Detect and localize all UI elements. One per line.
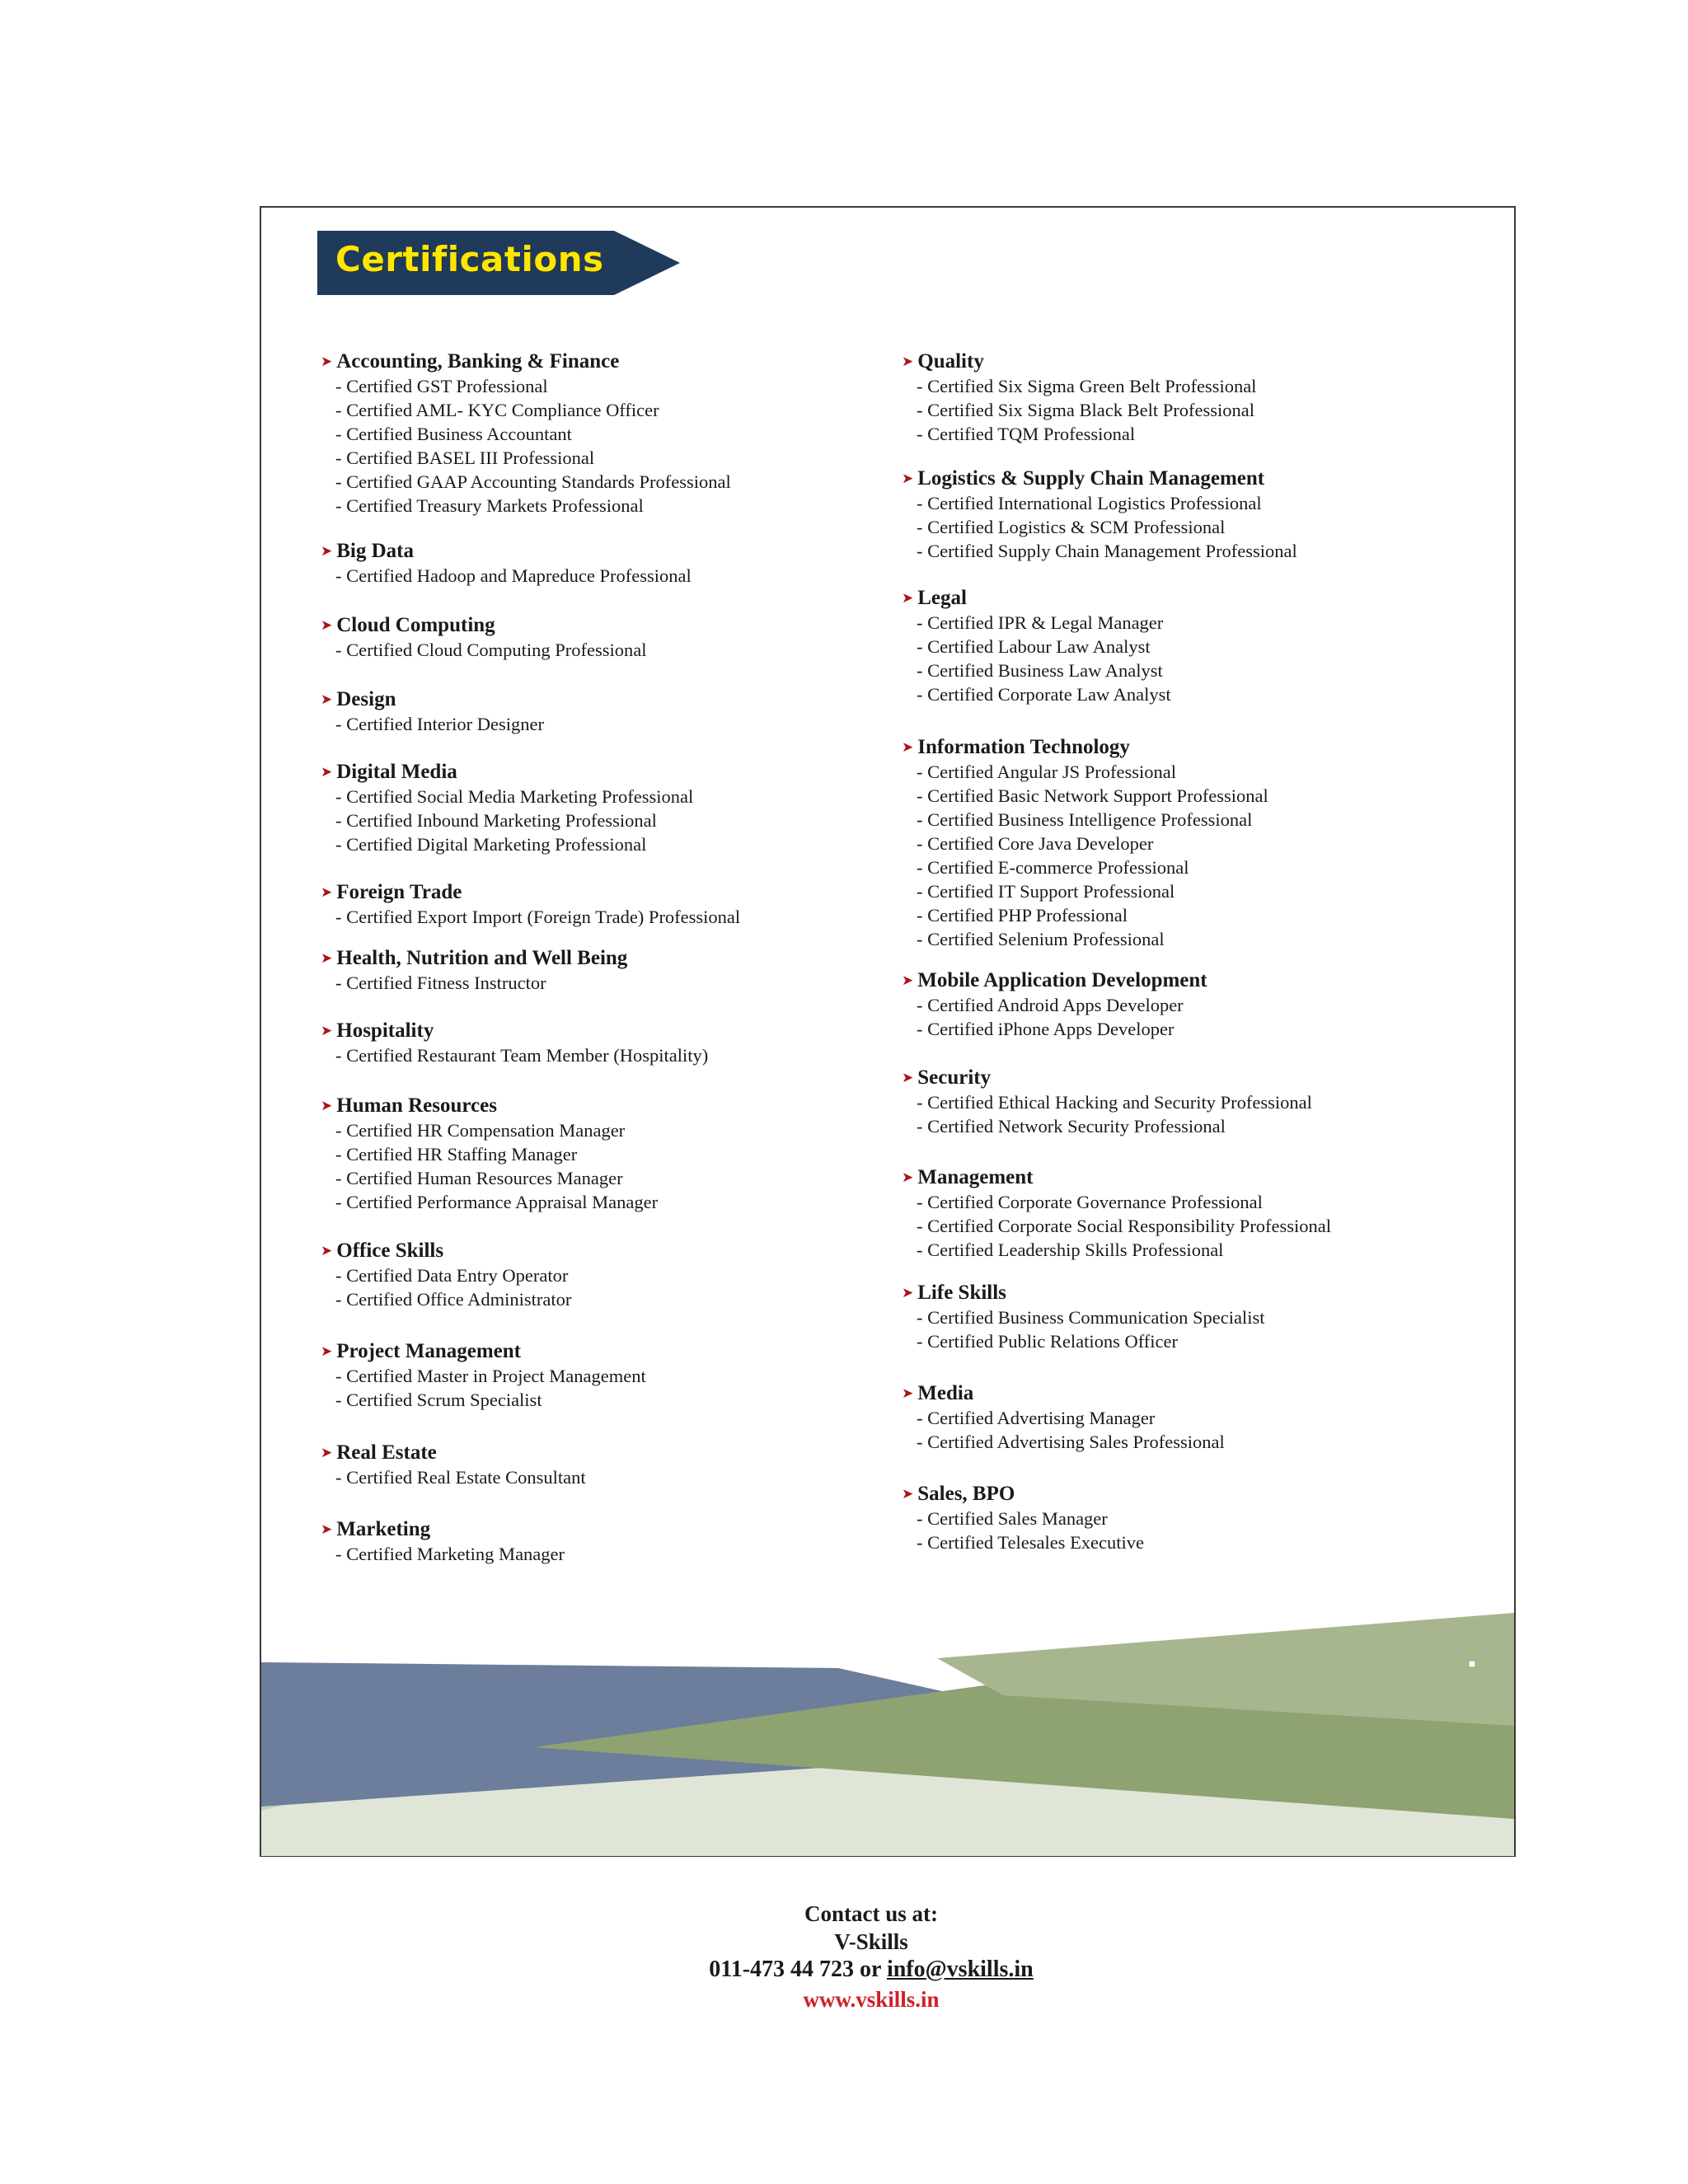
category-heading-text: Legal [917,587,967,609]
certification-item: - Certified Corporate Governance Professional [917,1192,1263,1212]
category-heading-text: Media [917,1382,974,1404]
certification-item: - Certified IT Support Professional [917,881,1175,902]
arrow-bullet-icon: ➤ [902,354,914,370]
category-heading-text: Project Management [336,1340,522,1362]
certification-item: - Certified Business Intelligence Professional [917,809,1253,830]
category-heading-text: Real Estate [336,1441,437,1464]
certification-item: - Certified Scrum Specialist [335,1390,542,1410]
arrow-bullet-icon: ➤ [902,590,914,607]
arrow-bullet-icon: ➤ [321,543,333,560]
contact-line [657,1956,1085,1984]
phone-number: 011-473 44 723 [709,1957,855,1982]
category-heading-text: Digital Media [336,761,457,783]
certification-item: - Certified GST Professional [335,376,548,396]
certification-item: - Certified TQM Professional [917,424,1136,444]
category-heading-text: Quality [917,350,984,373]
arrow-bullet-icon: ➤ [321,764,333,780]
arrow-bullet-icon: ➤ [902,972,914,989]
certification-item: - Certified Basic Network Support Professional [917,785,1268,806]
certification-item: - Certified International Logistics Professional [917,493,1262,513]
category-heading-text: Management [917,1166,1034,1188]
certification-item: - Certified Restaurant Team Member (Hospitality) [335,1045,709,1066]
certification-item: - Certified Corporate Law Analyst [917,684,1171,705]
category-heading-text: Design [336,688,396,710]
certification-item: - Certified Advertising Sales Professional [917,1432,1225,1452]
category-heading-text: Information Technology [917,736,1130,758]
certification-item: - Certified Core Java Developer [917,833,1154,854]
arrow-bullet-icon: ➤ [321,617,333,634]
category-heading-text: Mobile Application Development [917,969,1207,991]
arrow-bullet-icon: ➤ [321,1343,333,1360]
certification-item: - Certified Six Sigma Black Belt Professional [917,400,1254,420]
certification-item: - Certified Network Security Professional [917,1116,1226,1137]
category-heading-text: Marketing [336,1518,431,1540]
certification-item: - Certified Inbound Marketing Professional [335,810,657,831]
arrow-bullet-icon: ➤ [321,950,333,967]
certification-item: - Certified Human Resources Manager [335,1168,623,1188]
certification-item: - Certified AML- KYC Compliance Officer [335,400,659,420]
category-heading-text: Hospitality [336,1019,434,1042]
footer-decorative-shapes [261,208,1514,1856]
category-heading-text: Foreign Trade [336,881,462,903]
certification-item: - Certified Fitness Instructor [335,972,546,993]
certification-item: - Certified PHP Professional [917,905,1128,926]
arrow-bullet-icon: ➤ [902,1385,914,1402]
certification-item: - Certified iPhone Apps Developer [917,1019,1175,1039]
arrow-bullet-icon: ➤ [902,1285,914,1301]
certification-item: - Certified Android Apps Developer [917,995,1184,1015]
certification-item: - Certified Corporate Social Responsibility Professional [917,1216,1332,1236]
category-heading-text: Sales, BPO [917,1483,1015,1505]
certification-item: - Certified Data Entry Operator [335,1265,569,1286]
certification-item: - Certified Export Import (Foreign Trade) Professional [335,907,741,927]
page-title: Certifications [335,239,604,279]
certification-item: - Certified HR Compensation Manager [335,1120,626,1141]
certification-item: - Certified Leadership Skills Professional [917,1240,1224,1260]
arrow-bullet-icon: ➤ [321,1521,333,1538]
arrow-bullet-icon: ➤ [321,1243,333,1259]
certification-item: - Certified Digital Marketing Professional [335,834,647,855]
certification-item: - Certified Ethical Hacking and Security Professional [917,1092,1312,1113]
arrow-bullet-icon: ➤ [321,691,333,708]
certification-item: - Certified Marketing Manager [335,1544,565,1564]
certification-item: - Certified Cloud Computing Professional [335,640,647,660]
category-heading-text: Life Skills [917,1282,1006,1304]
certification-item: - Certified Supply Chain Management Professional [917,541,1297,561]
certification-item: - Certified Business Accountant [335,424,572,444]
certification-item: - Certified HR Staffing Manager [335,1144,578,1165]
certification-item: - Certified Public Relations Officer [917,1331,1178,1352]
certification-item: - Certified Master in Project Management [335,1366,646,1386]
certification-item: - Certified E-commerce Professional [917,857,1189,878]
certification-item: - Certified Business Law Analyst [917,660,1163,681]
certification-item: - Certified Logistics & SCM Professional [917,517,1226,537]
category-heading-text: Cloud Computing [336,614,495,636]
certification-item: - Certified Labour Law Analyst [917,636,1151,657]
arrow-bullet-icon: ➤ [902,1070,914,1086]
certification-item: - Certified Social Media Marketing Professional [335,786,694,807]
arrow-bullet-icon: ➤ [902,1486,914,1502]
certification-item: - Certified IPR & Legal Manager [917,612,1164,633]
certification-item: - Certified Treasury Markets Professional [335,495,644,516]
category-heading-text: Security [917,1066,992,1089]
certification-item: - Certified Real Estate Consultant [335,1467,586,1488]
certification-item: - Certified Interior Designer [335,714,545,734]
category-heading-text: Health, Nutrition and Well Being [336,947,628,969]
category-heading-text: Accounting, Banking & Finance [336,350,620,373]
certification-item: - Certified Angular JS Professional [917,762,1176,782]
arrow-bullet-icon: ➤ [321,1098,333,1114]
certification-item: - Certified Selenium Professional [917,929,1165,949]
document-frame [260,206,1516,2012]
email-link[interactable]: info@vskills.in [886,1957,1034,1982]
certification-item: - Certified BASEL III Professional [335,448,595,468]
category-heading-text: Big Data [336,540,414,562]
certification-item: - Certified Six Sigma Green Belt Professional [917,376,1257,396]
arrow-bullet-icon: ➤ [902,739,914,756]
arrow-bullet-icon: ➤ [321,354,333,370]
contact-heading: Contact us at: [804,1901,938,1926]
certification-item: - Certified Sales Manager [917,1508,1108,1529]
certification-item: - Certified Hadoop and Mapreduce Professional [335,565,692,586]
certification-item: - Certified Performance Appraisal Manager [335,1192,659,1212]
website-link[interactable]: www.vskills.in [803,1987,940,2012]
certification-item: - Certified Office Administrator [335,1289,572,1310]
or-separator: or [854,1957,887,1982]
arrow-bullet-icon: ➤ [321,1023,333,1039]
organization-name: V-Skills [834,1929,908,1954]
arrow-bullet-icon: ➤ [321,884,333,901]
category-heading-text: Human Resources [336,1094,497,1117]
category-heading-text: Office Skills [336,1240,444,1262]
arrow-bullet-icon: ➤ [321,1445,333,1461]
certification-item: - Certified Telesales Executive [917,1532,1145,1553]
arrow-bullet-icon: ➤ [902,1169,914,1186]
arrow-bullet-icon: ➤ [902,471,914,487]
certification-item: - Certified GAAP Accounting Standards Professional [335,471,731,492]
category-heading-text: Logistics & Supply Chain Management [917,467,1265,490]
certification-item: - Certified Business Communication Specialist [917,1307,1265,1328]
certification-item: - Certified Advertising Manager [917,1408,1156,1428]
